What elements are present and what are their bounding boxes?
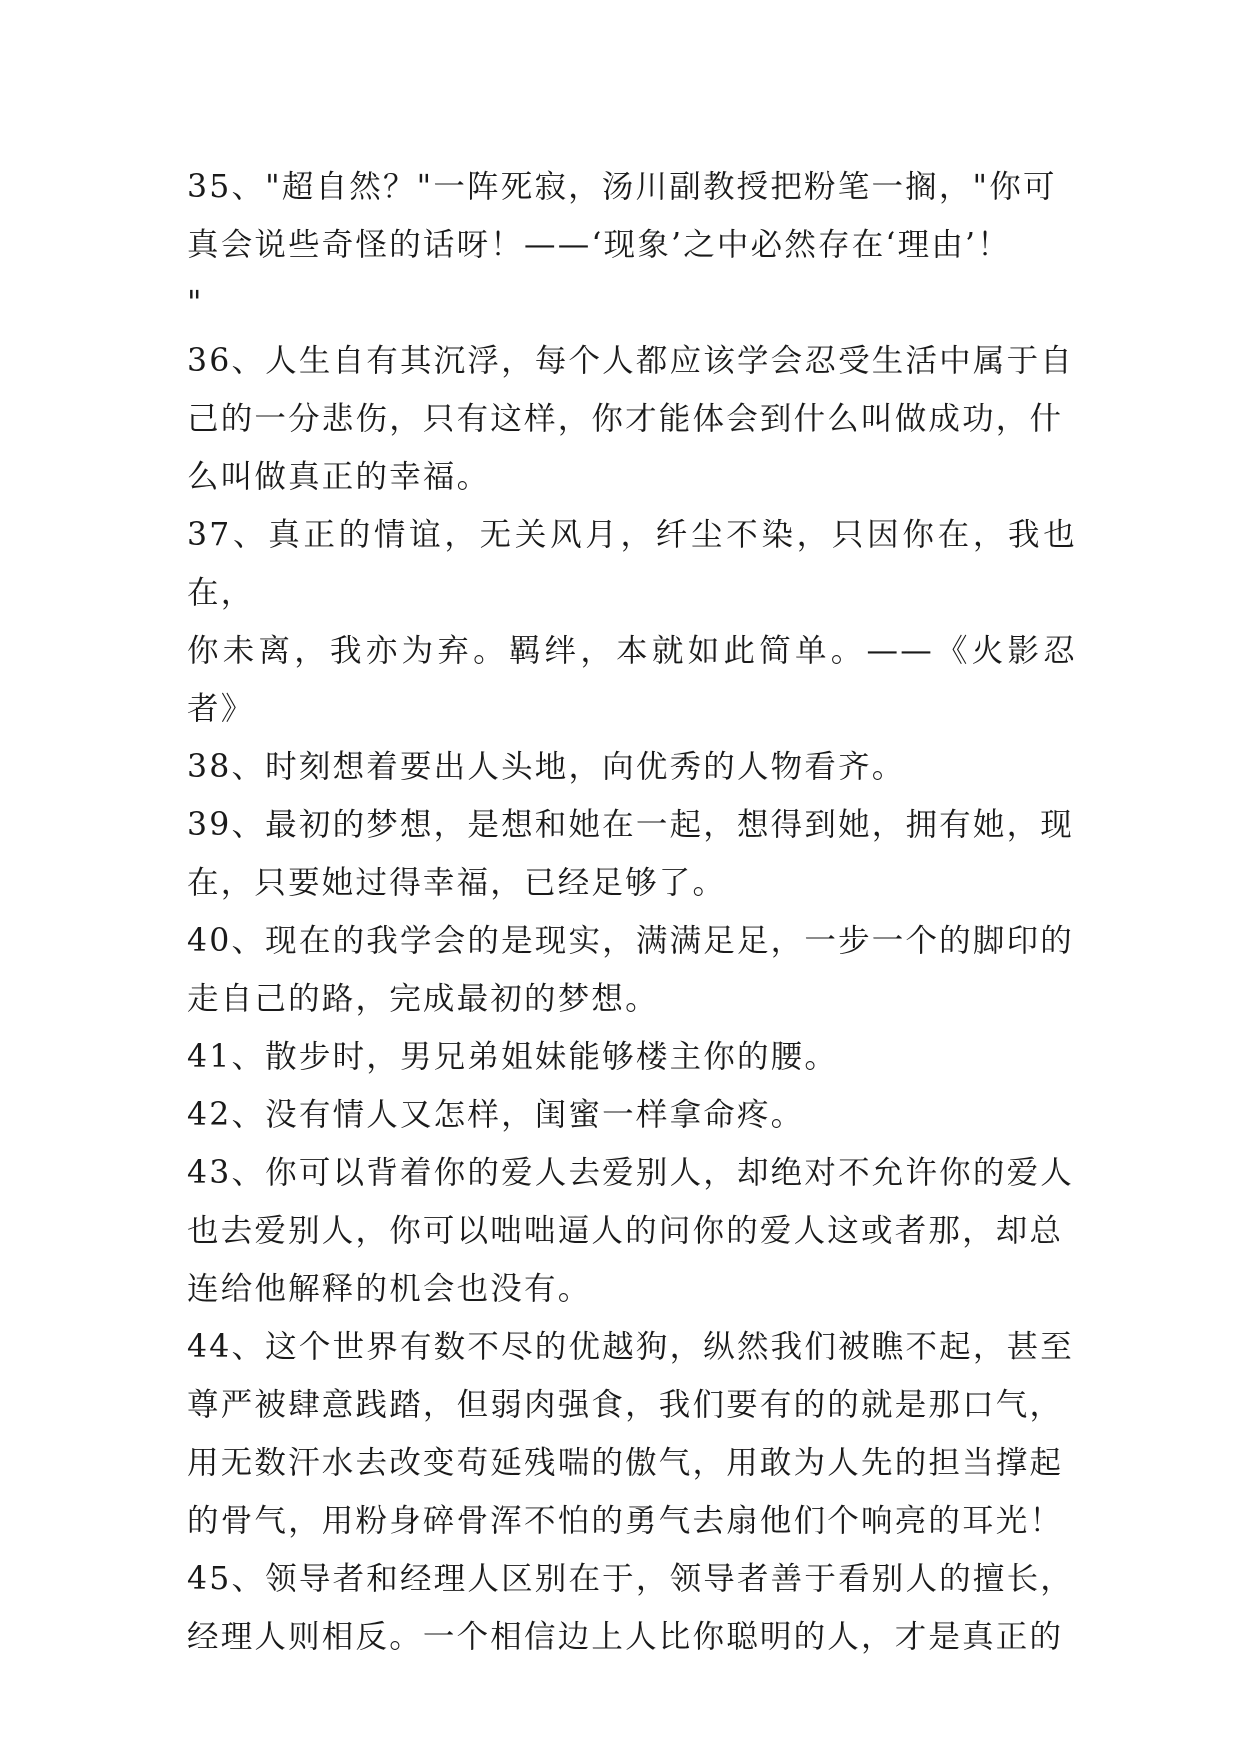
quote-entry-36: 36、人生自有其沉浮，每个人都应该学会忍受生活中属于自 己的一分悲伤，只有这样，你才能体会到什么叫做成功，什 么叫做真正的幸福。 bbox=[187, 343, 1074, 495]
quote-entry-35: 35、"超自然？"一阵死寂，汤川副教授把粉笔一搁，"你可 真会说些奇怪的话呀！——‘现象’之中必然存在‘理由’！ " bbox=[187, 169, 1057, 321]
quote-entry-42: 42、没有情人又怎样，闺蜜一样拿命疼。 bbox=[187, 1097, 805, 1133]
quote-entry-43: 43、你可以背着你的爱人去爱别人，却绝对不允许你的爱人 也去爱别人，你可以咄咄逼人的问你的爱人这或者那，却总 连给他解释的机会也没有。 bbox=[187, 1155, 1074, 1307]
quote-entry-37: 37、真正的情谊，无关风月，纤尘不染，只因你在，我也在， 你未离，我亦为弃。羁绊，本就如此简单。——《火影忍者》 bbox=[187, 517, 1077, 727]
quote-entry-39: 39、最初的梦想，是想和她在一起，想得到她，拥有她，现 在，只要她过得幸福，已经足够了。 bbox=[187, 807, 1074, 901]
quote-entry-44: 44、这个世界有数不尽的优越狗，纵然我们被瞧不起，甚至 尊严被肆意践踏，但弱肉强食，我们要有的的就是那口气， 用无数汗水去改变苟延残喘的傲气，用敢为人先的担当撑起 的骨气，用粉身碎骨浑不怕的勇气去扇他们个响亮的耳光！ bbox=[187, 1329, 1074, 1539]
quote-entry-38: 38、时刻想着要出人头地，向优秀的人物看齐。 bbox=[187, 749, 906, 785]
quote-entry-40: 40、现在的我学会的是现实，满满足足，一步一个的脚印的 走自己的路，完成最初的梦想。 bbox=[187, 923, 1074, 1017]
quote-entry-41: 41、散步时，男兄弟姐妹能够楼主你的腰。 bbox=[187, 1039, 839, 1075]
document-body bbox=[187, 158, 1077, 1666]
quote-entry-45: 45、领导者和经理人区别在于，领导者善于看别人的擅长， 经理人则相反。一个相信边上人比你聪明的人，才是真正的 bbox=[187, 1561, 1074, 1655]
